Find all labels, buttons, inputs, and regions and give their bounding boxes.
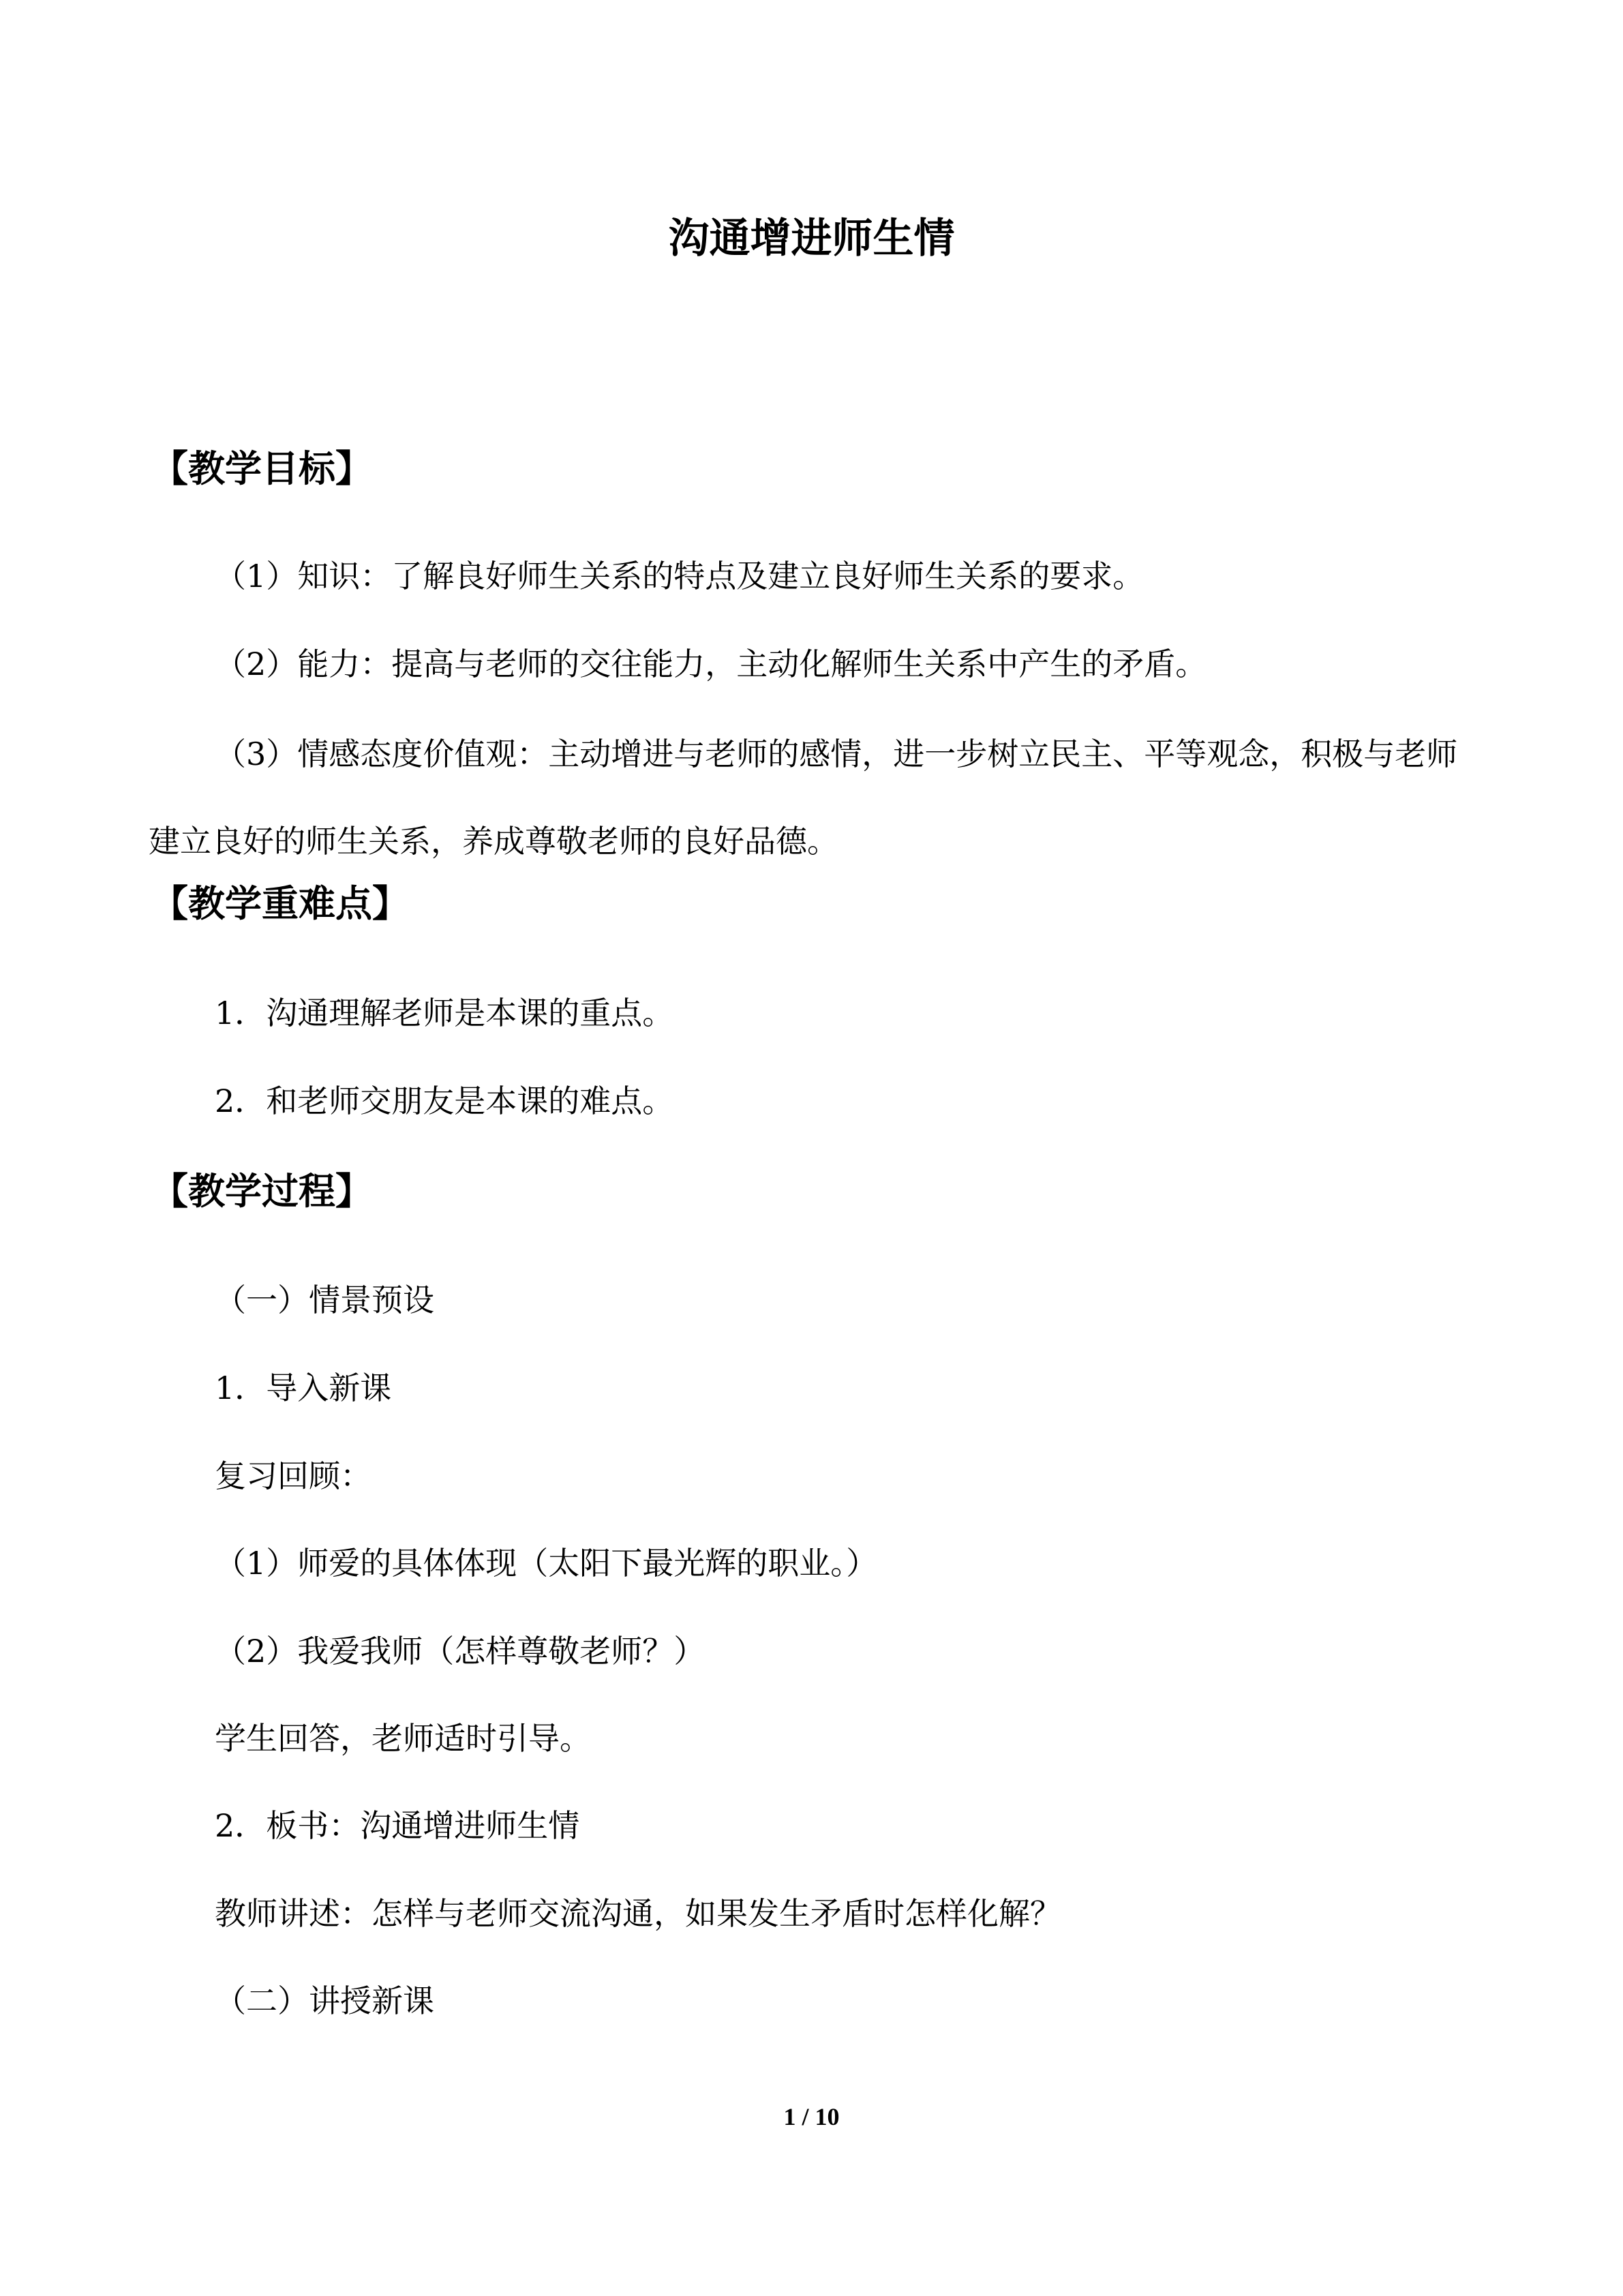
process-line: （一）情景预设 bbox=[215, 1282, 434, 1318]
objective-item-1: （1）知识：了解良好师生关系的特点及建立良好师生关系的要求。 bbox=[215, 558, 1144, 594]
section-heading-objectives: 【教学目标】 bbox=[151, 447, 372, 490]
process-line: 复习回顾： bbox=[215, 1457, 371, 1494]
process-line: （2）我爱我师（怎样尊敬老师？） bbox=[215, 1633, 706, 1670]
key-point-item-2: 2．和老师交朋友是本课的难点。 bbox=[215, 1083, 674, 1119]
section-heading-process: 【教学过程】 bbox=[151, 1169, 372, 1213]
key-point-item-1: 1．沟通理解老师是本课的重点。 bbox=[215, 995, 674, 1031]
process-line: 教师讲述：怎样与老师交流沟通，如果发生矛盾时怎样化解？ bbox=[215, 1895, 1061, 1932]
document-title: 沟通增进师生情 bbox=[668, 215, 955, 262]
process-line: 学生回答，老师适时引导。 bbox=[215, 1720, 591, 1757]
process-line: 2．板书：沟通增进师生情 bbox=[215, 1807, 580, 1844]
process-line: （1）师爱的具体体现（太阳下最光辉的职业。） bbox=[215, 1545, 878, 1582]
objective-item-2: （2）能力：提高与老师的交往能力，主动化解师生关系中产生的矛盾。 bbox=[215, 646, 1207, 682]
process-line: 1．导入新课 bbox=[215, 1370, 392, 1406]
page-number: 1 / 10 bbox=[783, 2103, 840, 2130]
section-heading-key-points: 【教学重难点】 bbox=[151, 881, 409, 925]
process-line: （二）讲授新课 bbox=[215, 1982, 434, 2019]
objective-item-3: （3）情感态度价值观：主动增进与老师的感情，进一步树立民主、平等观念，积极与老师建立良好的师生关系，养成尊敬老师的良好品德。 bbox=[149, 736, 1458, 860]
